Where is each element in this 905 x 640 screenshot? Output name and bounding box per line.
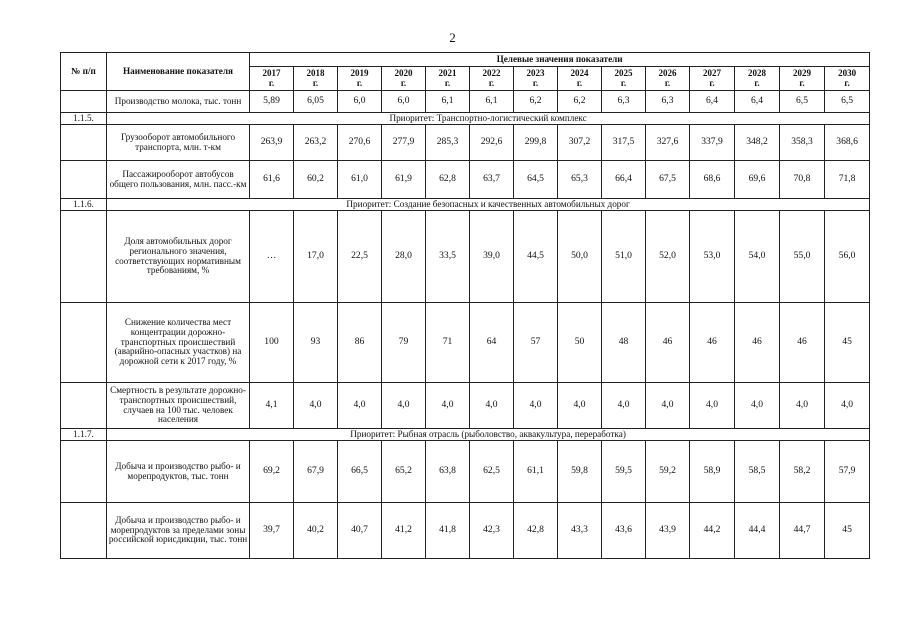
value-cell: 100	[250, 303, 294, 383]
header-year-suffix: г.	[620, 77, 627, 88]
value-cell: 4,0	[735, 383, 780, 429]
indicator-name: Доля автомобильных дорог регионального значения, соответствующих нормативным требованиям, %	[107, 211, 250, 303]
value-cell: 307,2	[558, 125, 602, 161]
value-cell: 4,1	[250, 383, 294, 429]
header-year-value: 2025	[614, 68, 633, 79]
indicators-table	[60, 52, 870, 559]
value-cell: 44,4	[735, 503, 780, 559]
row-number	[61, 303, 107, 383]
value-cell: 5,89	[250, 91, 294, 113]
header-year-2017	[250, 67, 294, 91]
value-cell: 64,5	[514, 161, 558, 199]
value-cell: 4,0	[470, 383, 514, 429]
value-cell: 28,0	[382, 211, 426, 303]
header-year-value: 2030	[838, 68, 857, 79]
value-cell: 327,6	[646, 125, 690, 161]
value-cell: 64	[470, 303, 514, 383]
value-cell: 6,1	[426, 91, 470, 113]
value-cell: 299,8	[514, 125, 558, 161]
header-year-2028	[735, 67, 780, 91]
value-cell: 57	[514, 303, 558, 383]
table-row	[61, 211, 870, 303]
header-year-value: 2029	[793, 68, 811, 79]
header-year-suffix: г.	[356, 77, 363, 88]
indicator-name: Добыча и производство рыбо- и морепродуктов, тыс. тонн	[107, 441, 250, 503]
section-row	[61, 113, 870, 125]
value-cell: 43,9	[646, 503, 690, 559]
header-year-2029	[780, 67, 825, 91]
value-cell: 65,3	[558, 161, 602, 199]
value-cell: 285,3	[426, 125, 470, 161]
header-year-2023	[514, 67, 558, 91]
value-cell: 42,8	[514, 503, 558, 559]
value-cell: 66,4	[602, 161, 646, 199]
value-cell: 54,0	[735, 211, 780, 303]
value-cell: …	[250, 211, 294, 303]
section-number: 1.1.5.	[61, 113, 107, 125]
table-header	[61, 53, 870, 91]
indicator-name: Производство молока, тыс. тонн	[107, 91, 250, 113]
value-cell: 66,5	[338, 441, 382, 503]
value-cell: 4,0	[514, 383, 558, 429]
section-title: Приоритет: Транспортно-логистический комплекс	[107, 113, 870, 125]
value-cell: 6,2	[514, 91, 558, 113]
header-year-2027	[690, 67, 735, 91]
header-year-2030	[825, 67, 870, 91]
value-cell: 292,6	[470, 125, 514, 161]
table-row	[61, 303, 870, 383]
value-cell: 61,6	[250, 161, 294, 199]
value-cell: 358,3	[780, 125, 825, 161]
row-number	[61, 161, 107, 199]
header-year-suffix: г.	[400, 77, 407, 88]
section-number: 1.1.6.	[61, 199, 107, 211]
value-cell: 6,0	[338, 91, 382, 113]
indicator-name: Пассажирооборот автобусов общего пользования, млн. пасс.-км	[107, 161, 250, 199]
value-cell: 6,4	[735, 91, 780, 113]
value-cell: 4,0	[558, 383, 602, 429]
header-year-2021	[426, 67, 470, 91]
value-cell: 4,0	[780, 383, 825, 429]
value-cell: 48	[602, 303, 646, 383]
value-cell: 4,0	[426, 383, 470, 429]
value-cell: 44,2	[690, 503, 735, 559]
value-cell: 4,0	[825, 383, 870, 429]
value-cell: 337,9	[690, 125, 735, 161]
value-cell: 6,0	[382, 91, 426, 113]
value-cell: 6,05	[294, 91, 338, 113]
value-cell: 57,9	[825, 441, 870, 503]
value-cell: 50	[558, 303, 602, 383]
header-year-value: 2028	[748, 68, 766, 79]
header-year-value: 2024	[570, 68, 589, 79]
value-cell: 68,6	[690, 161, 735, 199]
header-year-value: 2017	[262, 68, 281, 79]
value-cell: 4,0	[646, 383, 690, 429]
row-number	[61, 383, 107, 429]
header-num: № п/п	[61, 53, 107, 91]
header-year-suffix: г.	[664, 77, 671, 88]
value-cell: 61,1	[514, 441, 558, 503]
header-year-value: 2019	[350, 68, 369, 79]
value-cell: 270,6	[338, 125, 382, 161]
value-cell: 44,7	[780, 503, 825, 559]
header-year-suffix: г.	[754, 77, 760, 88]
value-cell: 45	[825, 303, 870, 383]
value-cell: 52,0	[646, 211, 690, 303]
indicator-name: Грузооборот автомобильного транспорта, млн. т-км	[107, 125, 250, 161]
value-cell: 71,8	[825, 161, 870, 199]
value-cell: 58,2	[780, 441, 825, 503]
value-cell: 6,5	[825, 91, 870, 113]
header-year-suffix: г.	[576, 77, 583, 88]
header-year-2019	[338, 67, 382, 91]
value-cell: 42,3	[470, 503, 514, 559]
table-row	[61, 503, 870, 559]
table-row	[61, 441, 870, 503]
value-cell: 46	[646, 303, 690, 383]
header-year-value: 2023	[526, 68, 545, 79]
value-cell: 59,2	[646, 441, 690, 503]
value-cell: 69,2	[250, 441, 294, 503]
value-cell: 317,5	[602, 125, 646, 161]
value-cell: 39,0	[470, 211, 514, 303]
value-cell: 58,9	[690, 441, 735, 503]
header-year-suffix: г.	[799, 77, 805, 88]
value-cell: 43,6	[602, 503, 646, 559]
value-cell: 4,0	[602, 383, 646, 429]
header-year-2026	[646, 67, 690, 91]
page-number: 2	[449, 30, 456, 45]
value-cell: 56,0	[825, 211, 870, 303]
value-cell: 58,5	[735, 441, 780, 503]
value-cell: 4,0	[690, 383, 735, 429]
value-cell: 63,7	[470, 161, 514, 199]
value-cell: 6,5	[780, 91, 825, 113]
header-year-suffix: г.	[488, 77, 495, 88]
value-cell: 67,9	[294, 441, 338, 503]
row-number	[61, 503, 107, 559]
value-cell: 59,5	[602, 441, 646, 503]
header-name: Наименование показателя	[107, 53, 250, 91]
header-year-value: 2026	[658, 68, 677, 79]
value-cell: 6,4	[690, 91, 735, 113]
table-row	[61, 383, 870, 429]
value-cell: 6,3	[646, 91, 690, 113]
section-number: 1.1.7.	[61, 429, 107, 441]
value-cell: 71	[426, 303, 470, 383]
value-cell: 44,5	[514, 211, 558, 303]
value-cell: 33,5	[426, 211, 470, 303]
header-year-2020	[382, 67, 426, 91]
indicator-name: Добыча и производство рыбо- и морепродуктов за пределами зоны российской юрисдикции, тыс. тонн	[107, 503, 250, 559]
header-year-2022	[470, 67, 514, 91]
table-row	[61, 161, 870, 199]
table-row	[61, 125, 870, 161]
value-cell: 22,5	[338, 211, 382, 303]
row-number	[61, 91, 107, 113]
value-cell: 62,5	[470, 441, 514, 503]
value-cell: 46	[690, 303, 735, 383]
value-cell: 70,8	[780, 161, 825, 199]
indicator-name: Снижение количества мест концентрации дорожно-транспортных происшествий (аварийно-опасных участков) на дорожной сети к 2017 году, %	[107, 303, 250, 383]
value-cell: 86	[338, 303, 382, 383]
value-cell: 67,5	[646, 161, 690, 199]
header-year-value: 2027	[703, 68, 721, 79]
value-cell: 51,0	[602, 211, 646, 303]
row-number	[61, 125, 107, 161]
header-year-value: 2021	[438, 68, 457, 79]
value-cell: 61,0	[338, 161, 382, 199]
header-year-2025	[602, 67, 646, 91]
value-cell: 79	[382, 303, 426, 383]
value-cell: 6,2	[558, 91, 602, 113]
value-cell: 62,8	[426, 161, 470, 199]
value-cell: 6,1	[470, 91, 514, 113]
section-title: Приоритет: Рыбная отрасль (рыболовство, аквакультура, переработка)	[107, 429, 870, 441]
indicator-name: Смертность в результате дорожно-транспортных происшествий, случаев на 100 тыс. человек населения	[107, 383, 250, 429]
header-year-suffix: г.	[532, 77, 539, 88]
row-number	[61, 441, 107, 503]
value-cell: 4,0	[294, 383, 338, 429]
value-cell: 65,2	[382, 441, 426, 503]
value-cell: 59,8	[558, 441, 602, 503]
value-cell: 46	[780, 303, 825, 383]
value-cell: 40,2	[294, 503, 338, 559]
value-cell: 41,2	[382, 503, 426, 559]
value-cell: 60,2	[294, 161, 338, 199]
value-cell: 17,0	[294, 211, 338, 303]
value-cell: 4,0	[382, 383, 426, 429]
table-body	[61, 91, 870, 559]
value-cell: 55,0	[780, 211, 825, 303]
value-cell: 348,2	[735, 125, 780, 161]
header-group: Целевые значения показатели	[250, 53, 870, 67]
value-cell: 93	[294, 303, 338, 383]
header-year-value: 2018	[306, 68, 325, 79]
value-cell: 263,9	[250, 125, 294, 161]
header-year-suffix: г.	[268, 77, 275, 88]
value-cell: 6,3	[602, 91, 646, 113]
value-cell: 368,6	[825, 125, 870, 161]
value-cell: 53,0	[690, 211, 735, 303]
value-cell: 277,9	[382, 125, 426, 161]
value-cell: 46	[735, 303, 780, 383]
value-cell: 45	[825, 503, 870, 559]
value-cell: 61,9	[382, 161, 426, 199]
value-cell: 69,6	[735, 161, 780, 199]
value-cell: 41,8	[426, 503, 470, 559]
section-row	[61, 429, 870, 441]
value-cell: 63,8	[426, 441, 470, 503]
value-cell: 4,0	[338, 383, 382, 429]
value-cell: 40,7	[338, 503, 382, 559]
section-row	[61, 199, 870, 211]
header-year-suffix: г.	[444, 77, 451, 88]
value-cell: 263,2	[294, 125, 338, 161]
header-year-suffix: г.	[709, 77, 715, 88]
header-year-2018	[294, 67, 338, 91]
row-number	[61, 211, 107, 303]
header-year-value: 2020	[394, 68, 413, 79]
header-year-suffix: г.	[312, 77, 319, 88]
header-year-value: 2022	[482, 68, 501, 79]
header-year-suffix: г.	[844, 77, 850, 88]
table-row	[61, 91, 870, 113]
section-title: Приоритет: Создание безопасных и качественных автомобильных дорог	[107, 199, 870, 211]
value-cell: 39,7	[250, 503, 294, 559]
value-cell: 50,0	[558, 211, 602, 303]
value-cell: 43,3	[558, 503, 602, 559]
header-year-2024	[558, 67, 602, 91]
